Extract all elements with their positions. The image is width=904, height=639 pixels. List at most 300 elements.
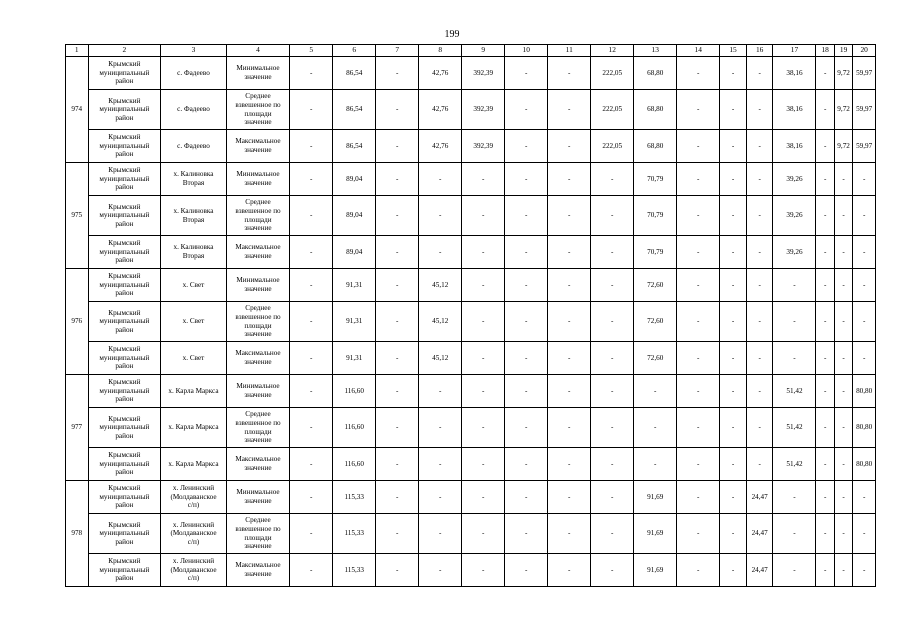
value-cell: -: [419, 163, 462, 196]
district-cell: Крымский муниципальный район: [88, 57, 161, 90]
value-cell: 91,31: [333, 269, 376, 302]
value-cell: -: [834, 481, 852, 514]
value-type-cell: Максимальное значение: [226, 342, 289, 375]
value-cell: -: [677, 196, 720, 236]
column-header: 13: [634, 45, 677, 57]
value-type-cell: Среднее взвешенное по площади значение: [226, 514, 289, 554]
value-cell: -: [720, 196, 747, 236]
data-table: [65, 44, 876, 587]
value-cell: 116,60: [333, 408, 376, 448]
value-cell: -: [591, 554, 634, 587]
table-row: [66, 302, 876, 342]
value-cell: -: [853, 481, 876, 514]
value-cell: 39,26: [773, 163, 816, 196]
value-cell: -: [548, 57, 591, 90]
value-cell: -: [816, 269, 834, 302]
column-header: 11: [548, 45, 591, 57]
value-cell: -: [677, 554, 720, 587]
value-cell: -: [773, 269, 816, 302]
column-header: 2: [88, 45, 161, 57]
value-cell: -: [376, 130, 419, 163]
value-cell: -: [505, 375, 548, 408]
value-cell: -: [746, 236, 773, 269]
value-cell: 89,04: [333, 196, 376, 236]
value-cell: -: [853, 302, 876, 342]
row-number: 975: [66, 163, 89, 269]
value-cell: 45,12: [419, 342, 462, 375]
value-cell: -: [816, 196, 834, 236]
value-cell: -: [505, 196, 548, 236]
value-cell: -: [376, 57, 419, 90]
settlement-cell: х. Калиновка Вторая: [161, 196, 227, 236]
value-cell: 116,60: [333, 448, 376, 481]
value-cell: -: [462, 196, 505, 236]
district-cell: Крымский муниципальный район: [88, 342, 161, 375]
page-number: 199: [444, 29, 460, 40]
value-cell: -: [505, 448, 548, 481]
value-cell: -: [419, 448, 462, 481]
value-cell: -: [548, 342, 591, 375]
value-cell: -: [720, 342, 747, 375]
district-cell: Крымский муниципальный район: [88, 408, 161, 448]
value-cell: -: [462, 514, 505, 554]
value-cell: -: [290, 481, 333, 514]
value-cell: -: [591, 302, 634, 342]
value-cell: -: [746, 269, 773, 302]
value-cell: -: [677, 448, 720, 481]
value-cell: -: [548, 554, 591, 587]
value-cell: -: [548, 481, 591, 514]
value-cell: -: [746, 196, 773, 236]
row-number: 974: [66, 57, 89, 163]
table-row: [66, 57, 876, 90]
header-row: [66, 45, 876, 57]
value-cell: -: [720, 481, 747, 514]
value-cell: -: [462, 342, 505, 375]
district-cell: Крымский муниципальный район: [88, 236, 161, 269]
column-header: 18: [816, 45, 834, 57]
value-cell: -: [505, 342, 548, 375]
column-header: 15: [720, 45, 747, 57]
column-header: 20: [853, 45, 876, 57]
district-cell: Крымский муниципальный район: [88, 196, 161, 236]
row-number: 977: [66, 375, 89, 481]
value-cell: 86,54: [333, 130, 376, 163]
value-cell: -: [720, 90, 747, 130]
table-row: [66, 514, 876, 554]
value-type-cell: Минимальное значение: [226, 57, 289, 90]
column-header: 16: [746, 45, 773, 57]
column-header: 10: [505, 45, 548, 57]
value-cell: -: [419, 514, 462, 554]
value-cell: -: [548, 269, 591, 302]
table-row: [66, 269, 876, 302]
settlement-cell: х. Карла Маркса: [161, 448, 227, 481]
table-row: [66, 90, 876, 130]
value-type-cell: Максимальное значение: [226, 130, 289, 163]
value-cell: -: [290, 408, 333, 448]
value-cell: -: [677, 375, 720, 408]
value-cell: -: [290, 448, 333, 481]
value-cell: -: [746, 57, 773, 90]
value-cell: -: [290, 302, 333, 342]
value-cell: -: [376, 448, 419, 481]
value-cell: 51,42: [773, 375, 816, 408]
value-cell: -: [853, 236, 876, 269]
settlement-cell: х. Карла Маркса: [161, 375, 227, 408]
table-row: [66, 481, 876, 514]
value-cell: -: [505, 163, 548, 196]
column-header: 8: [419, 45, 462, 57]
settlement-cell: х. Калиновка Вторая: [161, 236, 227, 269]
value-cell: -: [853, 514, 876, 554]
value-cell: -: [720, 554, 747, 587]
value-cell: -: [746, 90, 773, 130]
value-cell: -: [816, 236, 834, 269]
value-cell: -: [376, 236, 419, 269]
value-cell: 72,60: [634, 302, 677, 342]
column-header: 4: [226, 45, 289, 57]
value-cell: -: [746, 375, 773, 408]
value-cell: -: [591, 514, 634, 554]
value-cell: -: [853, 342, 876, 375]
value-cell: -: [462, 302, 505, 342]
value-cell: -: [677, 57, 720, 90]
table-row: [66, 342, 876, 375]
value-cell: -: [634, 375, 677, 408]
value-cell: -: [505, 554, 548, 587]
value-cell: -: [591, 448, 634, 481]
value-cell: -: [816, 375, 834, 408]
value-cell: -: [548, 375, 591, 408]
value-cell: -: [677, 269, 720, 302]
district-cell: Крымский муниципальный район: [88, 481, 161, 514]
district-cell: Крымский муниципальный район: [88, 554, 161, 587]
value-type-cell: Минимальное значение: [226, 375, 289, 408]
table-row: [66, 448, 876, 481]
value-cell: 80,80: [853, 448, 876, 481]
value-cell: -: [505, 514, 548, 554]
value-cell: 392,39: [462, 130, 505, 163]
value-cell: -: [720, 302, 747, 342]
column-header: 7: [376, 45, 419, 57]
value-cell: -: [720, 408, 747, 448]
value-cell: 38,16: [773, 90, 816, 130]
value-cell: -: [376, 375, 419, 408]
value-cell: 91,69: [634, 514, 677, 554]
value-cell: -: [591, 375, 634, 408]
value-cell: -: [720, 514, 747, 554]
value-cell: 68,80: [634, 130, 677, 163]
value-cell: -: [290, 163, 333, 196]
value-cell: 9,72: [834, 130, 852, 163]
table-row: [66, 163, 876, 196]
value-cell: -: [677, 481, 720, 514]
value-cell: -: [505, 302, 548, 342]
value-cell: -: [677, 236, 720, 269]
settlement-cell: х. Ленинский (Молдаванское с/п): [161, 514, 227, 554]
value-cell: -: [677, 514, 720, 554]
table-row: [66, 375, 876, 408]
value-cell: -: [419, 236, 462, 269]
value-cell: -: [419, 408, 462, 448]
value-cell: -: [720, 236, 747, 269]
value-cell: -: [505, 236, 548, 269]
value-cell: -: [376, 514, 419, 554]
value-cell: 59,97: [853, 130, 876, 163]
value-cell: -: [591, 196, 634, 236]
value-type-cell: Среднее взвешенное по площади значение: [226, 302, 289, 342]
value-cell: -: [376, 196, 419, 236]
value-cell: 70,79: [634, 196, 677, 236]
value-cell: 91,31: [333, 302, 376, 342]
column-header: 17: [773, 45, 816, 57]
value-cell: -: [290, 196, 333, 236]
value-type-cell: Максимальное значение: [226, 448, 289, 481]
value-cell: 9,72: [834, 90, 852, 130]
value-cell: 115,33: [333, 554, 376, 587]
value-cell: 89,04: [333, 163, 376, 196]
value-cell: 116,60: [333, 375, 376, 408]
value-cell: -: [834, 236, 852, 269]
value-cell: -: [505, 57, 548, 90]
value-cell: -: [505, 90, 548, 130]
district-cell: Крымский муниципальный район: [88, 514, 161, 554]
value-cell: -: [746, 302, 773, 342]
value-cell: -: [462, 408, 505, 448]
value-cell: -: [834, 448, 852, 481]
value-cell: -: [746, 342, 773, 375]
value-cell: -: [773, 342, 816, 375]
value-cell: 24,47: [746, 481, 773, 514]
value-cell: -: [462, 375, 505, 408]
value-cell: -: [834, 196, 852, 236]
value-cell: -: [720, 269, 747, 302]
district-cell: Крымский муниципальный район: [88, 163, 161, 196]
value-cell: 70,79: [634, 236, 677, 269]
value-cell: -: [376, 163, 419, 196]
value-cell: -: [834, 514, 852, 554]
value-cell: -: [462, 554, 505, 587]
column-header: 9: [462, 45, 505, 57]
value-type-cell: Максимальное значение: [226, 554, 289, 587]
value-cell: -: [834, 375, 852, 408]
value-cell: 80,80: [853, 375, 876, 408]
value-cell: -: [419, 375, 462, 408]
value-cell: 86,54: [333, 90, 376, 130]
value-cell: -: [677, 302, 720, 342]
settlement-cell: с. Фадеево: [161, 130, 227, 163]
value-cell: -: [834, 408, 852, 448]
value-cell: -: [548, 163, 591, 196]
value-cell: -: [720, 130, 747, 163]
value-cell: -: [462, 481, 505, 514]
value-cell: 38,16: [773, 57, 816, 90]
column-header: 14: [677, 45, 720, 57]
value-cell: -: [834, 342, 852, 375]
value-cell: -: [419, 481, 462, 514]
value-type-cell: Минимальное значение: [226, 269, 289, 302]
value-cell: -: [591, 342, 634, 375]
value-cell: -: [834, 554, 852, 587]
value-cell: -: [677, 408, 720, 448]
district-cell: Крымский муниципальный район: [88, 269, 161, 302]
value-cell: 392,39: [462, 57, 505, 90]
value-cell: -: [816, 514, 834, 554]
value-cell: -: [548, 448, 591, 481]
value-cell: 39,26: [773, 236, 816, 269]
value-cell: -: [548, 514, 591, 554]
value-cell: -: [290, 554, 333, 587]
value-cell: -: [816, 302, 834, 342]
value-cell: -: [677, 130, 720, 163]
value-cell: -: [548, 90, 591, 130]
value-cell: -: [834, 302, 852, 342]
value-cell: 9,72: [834, 57, 852, 90]
value-cell: -: [376, 302, 419, 342]
value-cell: -: [853, 196, 876, 236]
value-cell: -: [634, 408, 677, 448]
value-cell: -: [853, 269, 876, 302]
value-cell: -: [376, 90, 419, 130]
value-type-cell: Среднее взвешенное по площади значение: [226, 90, 289, 130]
value-cell: -: [853, 554, 876, 587]
settlement-cell: х. Свет: [161, 302, 227, 342]
value-cell: -: [773, 481, 816, 514]
settlement-cell: с. Фадеево: [161, 90, 227, 130]
value-cell: -: [816, 342, 834, 375]
value-cell: -: [773, 554, 816, 587]
value-cell: 222,05: [591, 57, 634, 90]
value-cell: -: [290, 90, 333, 130]
value-cell: 42,76: [419, 57, 462, 90]
value-cell: 115,33: [333, 481, 376, 514]
value-cell: -: [816, 57, 834, 90]
column-header: 1: [66, 45, 89, 57]
value-cell: -: [591, 236, 634, 269]
value-cell: -: [290, 236, 333, 269]
value-cell: 42,76: [419, 90, 462, 130]
settlement-cell: х. Калиновка Вторая: [161, 163, 227, 196]
value-cell: -: [290, 57, 333, 90]
district-cell: Крымский муниципальный район: [88, 130, 161, 163]
value-cell: 70,79: [634, 163, 677, 196]
value-cell: 42,76: [419, 130, 462, 163]
value-cell: -: [462, 163, 505, 196]
value-cell: -: [720, 57, 747, 90]
value-cell: -: [290, 269, 333, 302]
value-cell: -: [816, 554, 834, 587]
value-cell: 51,42: [773, 408, 816, 448]
district-cell: Крымский муниципальный район: [88, 302, 161, 342]
value-type-cell: Среднее взвешенное по площади значение: [226, 408, 289, 448]
value-cell: -: [816, 163, 834, 196]
value-cell: -: [816, 408, 834, 448]
value-cell: -: [834, 163, 852, 196]
value-cell: -: [677, 342, 720, 375]
value-type-cell: Минимальное значение: [226, 481, 289, 514]
value-cell: -: [462, 236, 505, 269]
value-cell: -: [591, 163, 634, 196]
value-cell: -: [505, 130, 548, 163]
settlement-cell: х. Свет: [161, 342, 227, 375]
value-cell: -: [591, 269, 634, 302]
value-cell: -: [746, 408, 773, 448]
value-cell: -: [462, 269, 505, 302]
value-cell: -: [548, 302, 591, 342]
value-cell: -: [376, 481, 419, 514]
settlement-cell: х. Ленинский (Молдаванское с/п): [161, 481, 227, 514]
value-cell: 72,60: [634, 269, 677, 302]
value-cell: -: [290, 375, 333, 408]
value-cell: 51,42: [773, 448, 816, 481]
value-cell: -: [720, 448, 747, 481]
table-row: [66, 130, 876, 163]
value-cell: 222,05: [591, 90, 634, 130]
value-cell: 24,47: [746, 554, 773, 587]
value-cell: -: [720, 375, 747, 408]
value-cell: -: [746, 163, 773, 196]
value-cell: -: [505, 408, 548, 448]
value-cell: 38,16: [773, 130, 816, 163]
value-cell: 115,33: [333, 514, 376, 554]
column-header: 6: [333, 45, 376, 57]
value-cell: -: [548, 408, 591, 448]
value-cell: 86,54: [333, 57, 376, 90]
value-cell: -: [376, 408, 419, 448]
value-cell: -: [548, 196, 591, 236]
value-cell: -: [591, 408, 634, 448]
settlement-cell: х. Свет: [161, 269, 227, 302]
value-cell: 24,47: [746, 514, 773, 554]
value-cell: -: [419, 554, 462, 587]
value-cell: 80,80: [853, 408, 876, 448]
value-cell: -: [834, 269, 852, 302]
row-number: 976: [66, 269, 89, 375]
value-cell: -: [548, 130, 591, 163]
row-number: 978: [66, 481, 89, 587]
value-cell: -: [376, 554, 419, 587]
value-cell: -: [853, 163, 876, 196]
value-type-cell: Среднее взвешенное по площади значение: [226, 196, 289, 236]
value-cell: -: [773, 302, 816, 342]
value-cell: -: [376, 342, 419, 375]
settlement-cell: х. Карла Маркса: [161, 408, 227, 448]
value-cell: -: [376, 269, 419, 302]
column-header: 5: [290, 45, 333, 57]
value-cell: -: [290, 130, 333, 163]
value-cell: -: [290, 514, 333, 554]
value-cell: 59,97: [853, 57, 876, 90]
settlement-cell: с. Фадеево: [161, 57, 227, 90]
column-header: 3: [161, 45, 227, 57]
value-cell: -: [505, 481, 548, 514]
column-header: 12: [591, 45, 634, 57]
value-cell: 91,31: [333, 342, 376, 375]
value-cell: 68,80: [634, 57, 677, 90]
value-cell: -: [462, 448, 505, 481]
value-cell: -: [816, 130, 834, 163]
value-type-cell: Минимальное значение: [226, 163, 289, 196]
value-cell: -: [419, 196, 462, 236]
value-cell: 68,80: [634, 90, 677, 130]
value-cell: 91,69: [634, 481, 677, 514]
value-cell: 222,05: [591, 130, 634, 163]
value-cell: 45,12: [419, 302, 462, 342]
value-cell: 45,12: [419, 269, 462, 302]
value-type-cell: Максимальное значение: [226, 236, 289, 269]
settlement-cell: х. Ленинский (Молдаванское с/п): [161, 554, 227, 587]
